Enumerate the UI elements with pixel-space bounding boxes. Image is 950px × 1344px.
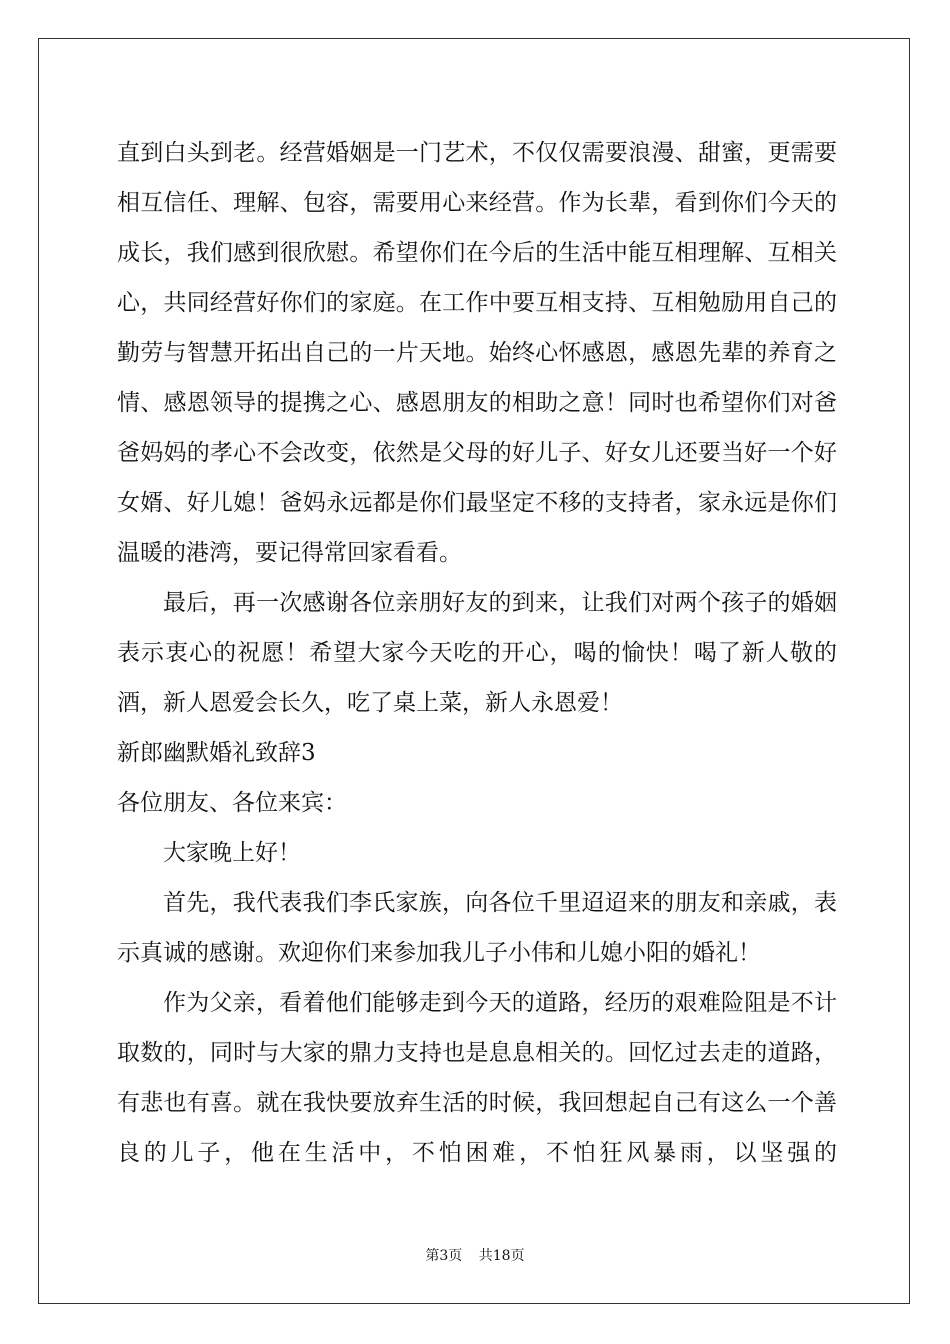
page-total: 共18页 — [478, 1248, 525, 1264]
document-body — [117, 128, 837, 1178]
paragraph: 作为父亲，看着他们能够走到今天的道路，经历的艰难险阻是不计取数的，同时与大家的鼎力支持也是息息相关的。回忆过去走的道路，有悲也有喜。就在我快要放弃生活的时候，我回想起自己有这么一个善良的儿子，他在生活中，不怕困难，不怕狂风暴雨，以坚强的 — [117, 990, 837, 1166]
greeting: 大家晚上好！ — [163, 840, 301, 866]
page-number: 第3页 — [425, 1248, 463, 1264]
page-footer — [0, 1245, 950, 1265]
paragraph: 最后，再一次感谢各位亲朋好友的到来，让我们对两个孩子的婚姻表示衷心的祝愿！希望大家今天吃的开心，喝的愉快！喝了新人敬的酒，新人恩爱会长久，吃了桌上菜，新人永恩爱！ — [117, 590, 837, 716]
salutation: 各位朋友、各位来宾： — [117, 790, 347, 816]
section-heading: 新郎幽默婚礼致辞3 — [117, 740, 316, 766]
paragraph: 首先，我代表我们李氏家族，向各位千里迢迢来的朋友和亲戚，表示真诚的感谢。欢迎你们来参加我儿子小伟和儿媳小阳的婚礼！ — [117, 890, 837, 966]
paragraph: 直到白头到老。经营婚姻是一门艺术，不仅仅需要浪漫、甜蜜，更需要相互信任、理解、包容，需要用心来经营。作为长辈，看到你们今天的成长，我们感到很欣慰。希望你们在今后的生活中能互相理解、互相关心，共同经营好你们的家庭。在工作中要互相支持、互相勉励用自己的勤劳与智慧开拓出自己的一片天地。始终心怀感恩，感恩先辈的养育之情、感恩领导的提携之心、感恩朋友的相助之意！同时也希望你们对爸爸妈妈的孝心不会改变，依然是父母的好儿子、好女儿还要当好一个好女婿、好儿媳！爸妈永远都是你们最坚定不移的支持者，家永远是你们温暖的港湾，要记得常回家看看。 — [117, 140, 837, 566]
